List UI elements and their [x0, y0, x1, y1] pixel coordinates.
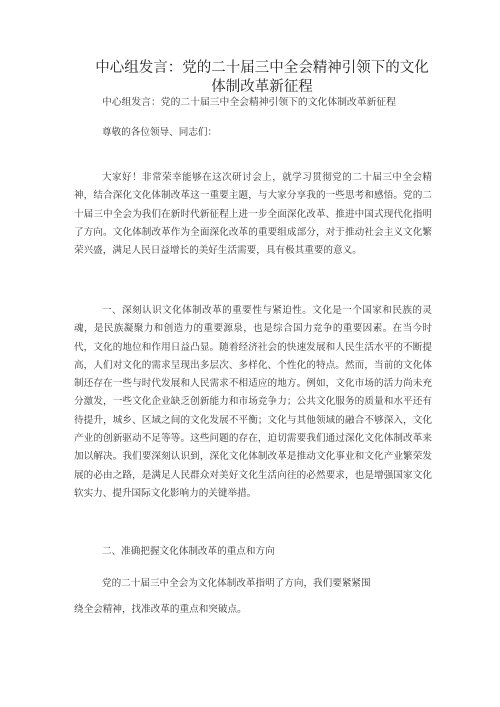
paragraph-section-two-line1: 党的二十届三中全会为文化体制改革指明了方向，我们要紧紧围	[102, 578, 371, 589]
paragraph-intro: 大家好！非常荣幸能够在这次研讨会上，就学习贯彻党的二十届三中全会精神，结合深化文化体制改革这一重要主题，与大家分享我的一些思考和感悟。党的二十届三中全会为我们在新时代新征程上进一步全面深化改革、推进中国式现代化指明了方向。文化体制改革作为全面深化改革的重要组成部分，对于推动社会主义文化繁荣兴盛，满足人民日益增长的美好生活需要，具有极其重要的意义。	[74, 172, 432, 257]
document-title: 中心组发言：党的二十届三中全会精神引领下的文化体制改革新征程	[95, 60, 429, 95]
greeting-line: 尊敬的各位领导、同志们：	[102, 127, 218, 138]
paragraph-section-two-line2: 绕全会精神，找准改革的重点和突破点。	[74, 604, 247, 615]
section-two-heading: 二、准确把握文化体制改革的重点和方向	[102, 546, 275, 557]
document-subtitle: 中心组发言：党的二十届三中全会精神引领下的文化体制改革新征程	[102, 97, 396, 108]
paragraph-section-one: 一、深刻认识文化体制改革的重要性与紧迫性。文化是一个国家和民族的灵魂，是民族凝聚力和创造力的重要源泉，也是综合国力竞争的重要因素。在当今时代，文化的地位和作用日益凸显。随着经济社会的快速发展和人民生活水平的不断提高，人们对文化的需求呈现出多层次、多样化、个性化的特点。然而，当前的文化体制还存在一些与时代发展和人民需求不相适应的地方。例如，文化市场的活力尚未充分激发，一些文化企业缺乏创新能力和市场竞争力；公共文化服务的质量和水平还有待提升，城乡、区域之间的文化发展不平衡；文化与其他领域的融合不够深入，文化产业的创新驱动不足等等。这些问题的存在，迫切需要我们通过深化文化体制改革来加以解决。我们要深刻认识到，深化文化体制改革是推动文化事业和文化产业繁荣发展的必由之路，是满足人民群众对美好文化生活向往的必然要求，也是增强国家文化软实力、提升国际文化影响力的关键举措。	[74, 305, 432, 499]
